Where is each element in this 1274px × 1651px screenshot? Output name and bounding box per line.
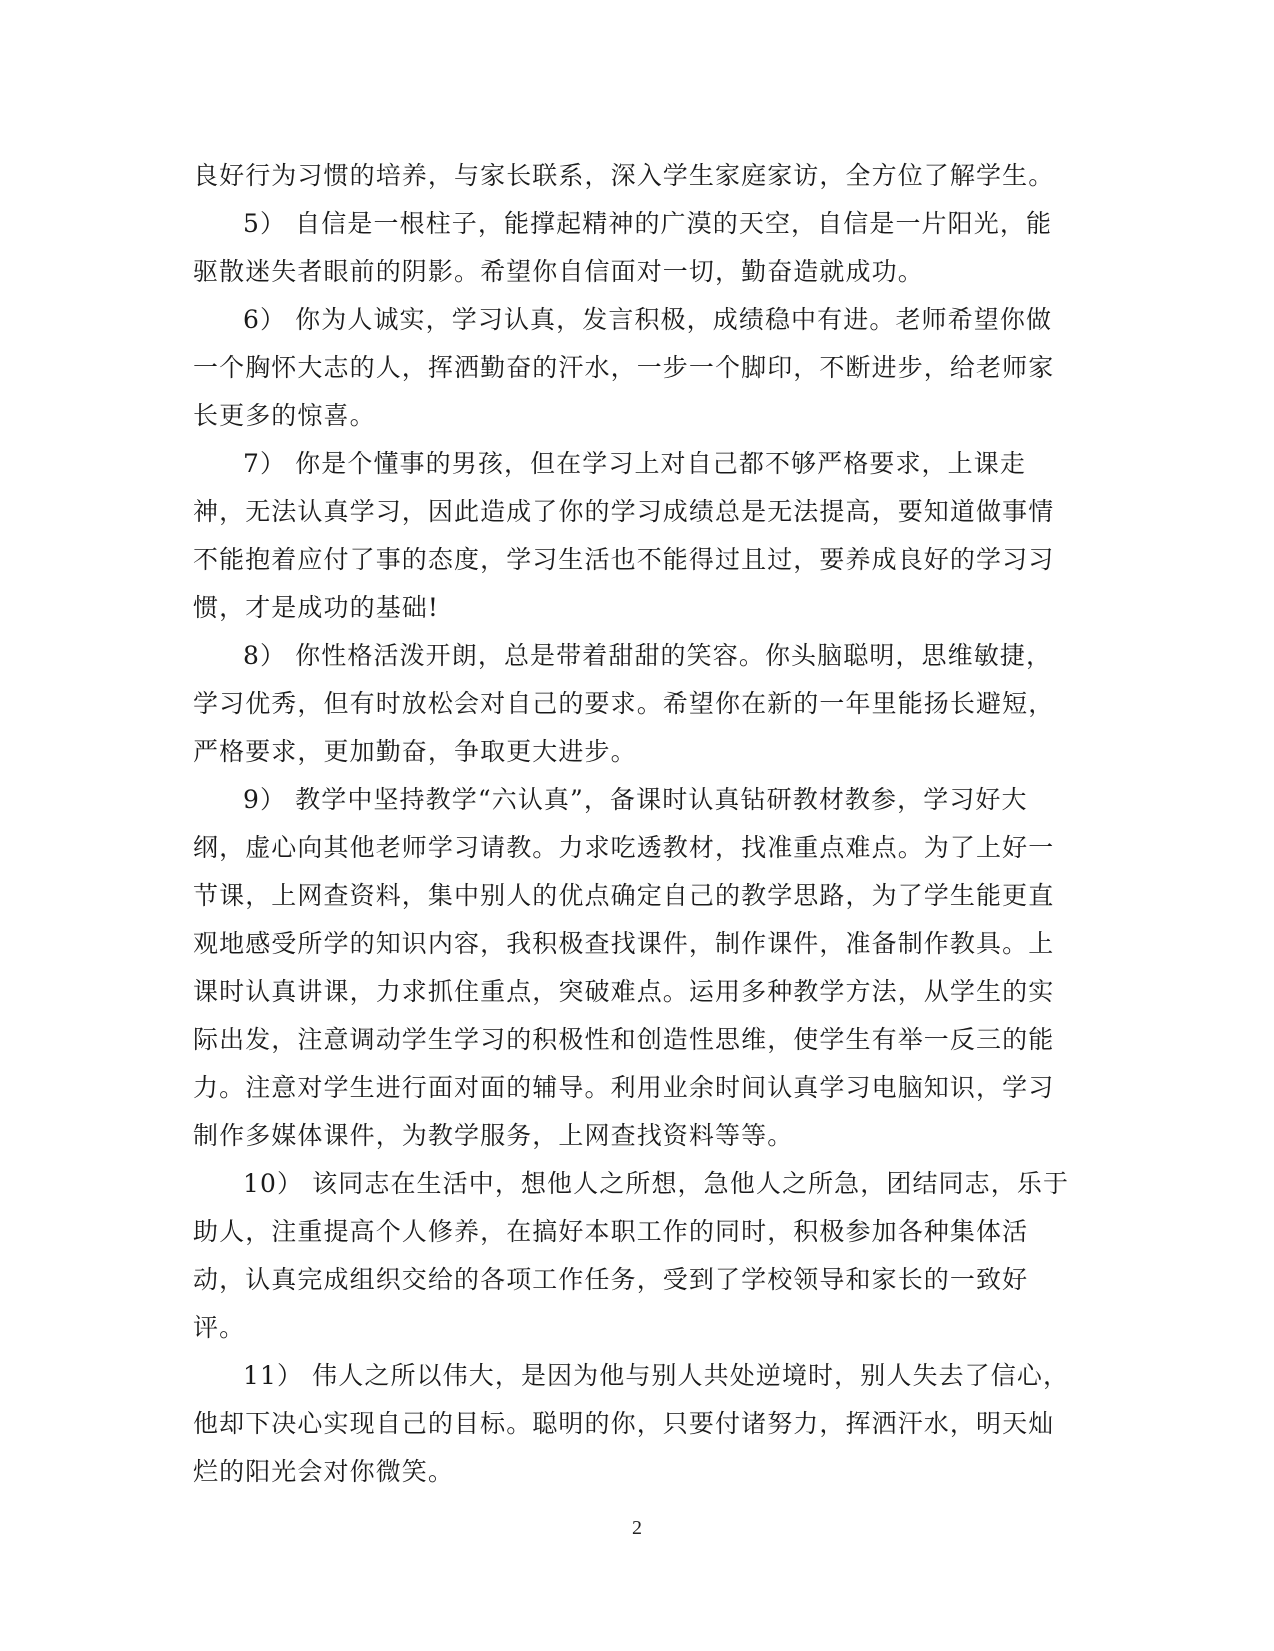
paragraph-8: 8） 你性格活泼开朗，总是带着甜甜的笑容。你头脑聪明，思维敏捷，学习优秀，但有时放松会对自己的要求。希望你在新的一年里能扬长避短，严格要求，更加勤奋，争取更大进步。 — [193, 641, 1055, 766]
paragraph-10: 10） 该同志在生活中，想他人之所想，急他人之所急，团结同志，乐于助人，注重提高个人修养，在搞好本职工作的同时，积极参加各种集体活动，认真完成组织交给的各项工作任务，受到了学校领导和家长的一致好评。 — [193, 1169, 1070, 1342]
body-text — [193, 152, 1073, 1496]
paragraph-4-continuation: 良好行为习惯的培养，与家长联系，深入学生家庭家访，全方位了解学生。 — [193, 161, 1055, 190]
page-number: 2 — [632, 1517, 642, 1539]
paragraph-11: 11） 伟人之所以伟大，是因为他与别人共处逆境时，别人失去了信心，他却下决心实现自己的目标。聪明的你，只要付诸努力，挥洒汗水，明天灿烂的阳光会对你微笑。 — [193, 1361, 1070, 1486]
paragraph-7: 7） 你是个懂事的男孩，但在学习上对自己都不够严格要求，上课走神，无法认真学习，因此造成了你的学习成绩总是无法提高，要知道做事情不能抱着应付了事的态度，学习生活也不能得过且过，要养成良好的学习习惯，才是成功的基础! — [193, 449, 1055, 622]
paragraph-9: 9） 教学中坚持教学“六认真”，备课时认真钻研教材教参，学习好大纲，虚心向其他老师学习请教。力求吃透教材，找准重点难点。为了上好一节课，上网查资料，集中别人的优点确定自己的教学思路，为了学生能更直观地感受所学的知识内容，我积极查找课件，制作课件，准备制作教具。上课时认真讲课，力求抓住重点，突破难点。运用多种教学方法，从学生的实际出发，注意调动学生学习的积极性和创造性思维，使学生有举一反三的能力。注意对学生进行面对面的辅导。利用业余时间认真学习电脑知识，学习制作多媒体课件，为教学服务，上网查找资料等等。 — [193, 785, 1055, 1150]
paragraph-6: 6） 你为人诚实，学习认真，发言积极，成绩稳中有进。老师希望你做一个胸怀大志的人，挥洒勤奋的汗水，一步一个脚印，不断进步，给老师家长更多的惊喜。 — [193, 305, 1055, 430]
paragraph-5: 5） 自信是一根柱子，能撑起精神的广漠的天空，自信是一片阳光，能驱散迷失者眼前的阴影。希望你自信面对一切，勤奋造就成功。 — [193, 209, 1053, 286]
